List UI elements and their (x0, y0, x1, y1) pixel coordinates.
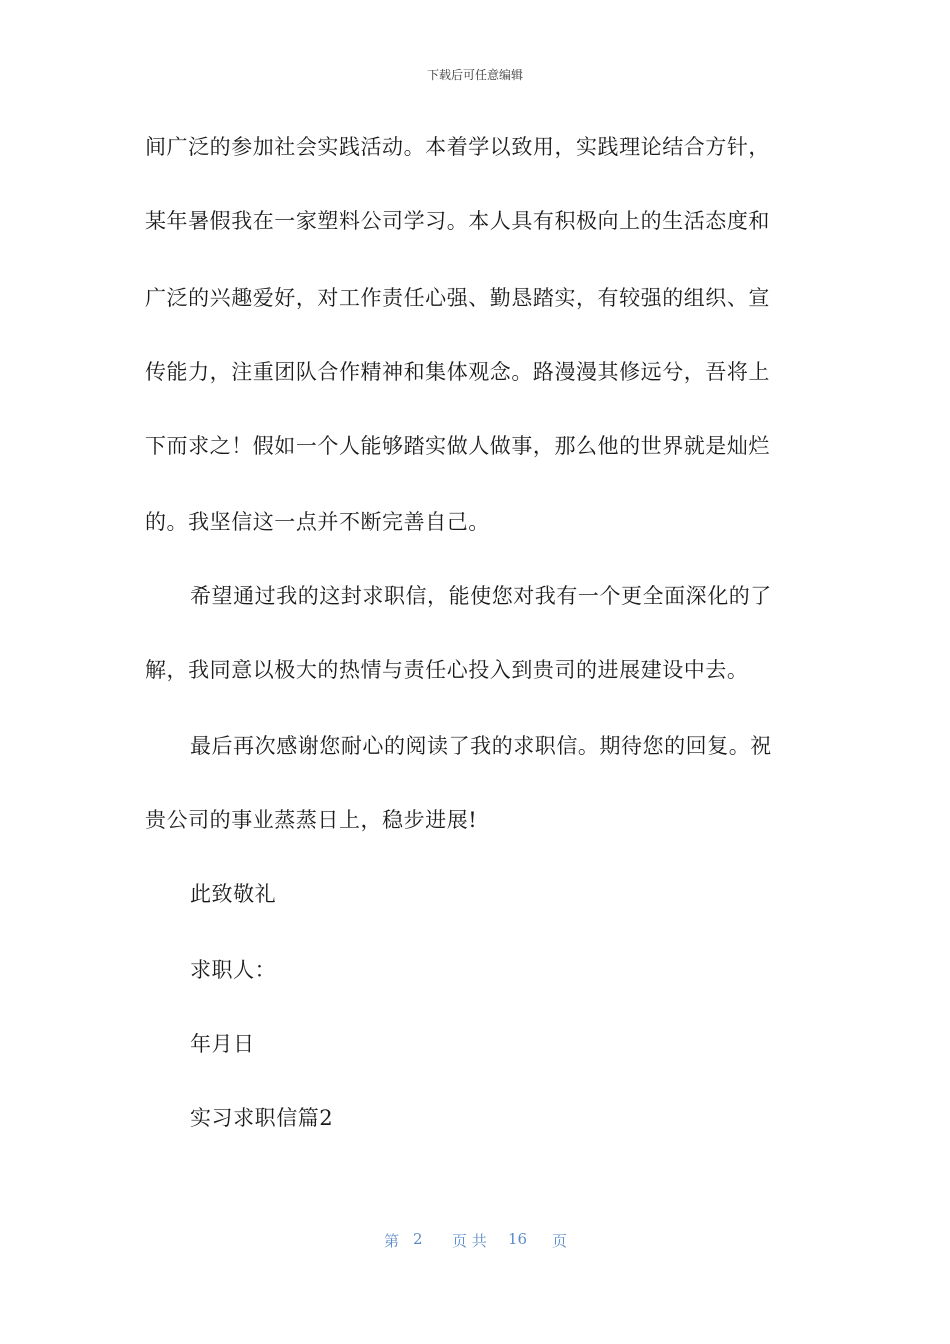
applicant-signature: 求职人： (190, 958, 277, 982)
footer-ye: 页 (552, 1232, 568, 1250)
page-header: 下载后可任意编辑 (426, 68, 523, 82)
paragraph-line: 希望通过我的这封求职信，能使您对我有一个更全面深化的了 (190, 584, 772, 608)
paragraph-line: 的。我坚信这一点并不断完善自己。 (145, 510, 490, 534)
footer-di: 第 (384, 1232, 400, 1250)
date-line: 年月日 (190, 1032, 255, 1056)
paragraph-line: 下而求之！假如一个人能够踏实做人做事，那么他的世界就是灿烂 (145, 434, 770, 458)
footer-ye-gong: 页 共 (452, 1232, 487, 1250)
paragraph-line: 贵公司的事业蒸蒸日上，稳步进展! (145, 808, 478, 832)
total-page-count: 16 (508, 1230, 528, 1248)
paragraph-line: 广泛的兴趣爱好，对工作责任心强、勤恳踏实，有较强的组织、宣 (145, 286, 770, 310)
paragraph-line: 某年暑假我在一家塑料公司学习。本人具有积极向上的生活态度和 (145, 209, 770, 233)
section-title: 实习求职信篇2 (190, 1106, 334, 1130)
paragraph-line: 间广泛的参加社会实践活动。本着学以致用，实践理论结合方针， (145, 135, 770, 159)
current-page-number: 2 (413, 1230, 423, 1248)
paragraph-line: 解，我同意以极大的热情与责任心投入到贵司的进展建设中去。 (145, 658, 749, 682)
paragraph-line: 传能力，注重团队合作精神和集体观念。路漫漫其修远兮，吾将上 (145, 360, 770, 384)
paragraph-line: 最后再次感谢您耐心的阅读了我的求职信。期待您的回复。祝 (190, 734, 772, 758)
closing-salutation: 此致敬礼 (190, 882, 277, 906)
